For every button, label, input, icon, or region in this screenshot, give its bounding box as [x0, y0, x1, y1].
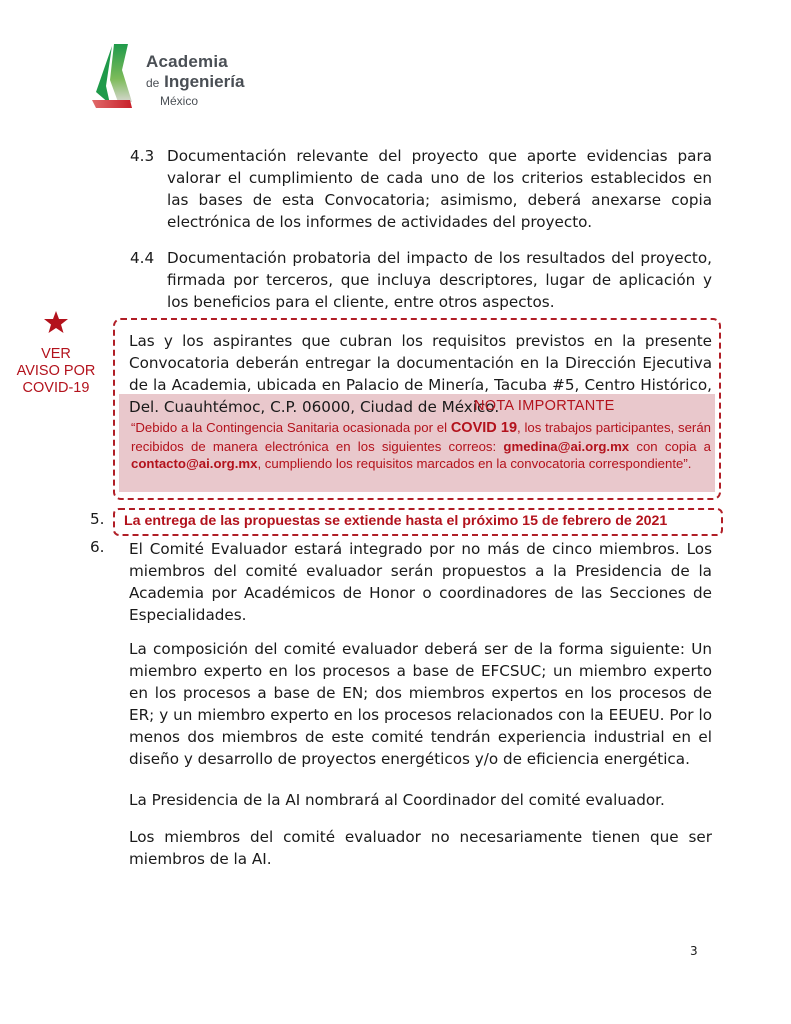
academia-logo-text: [146, 52, 244, 109]
email-gmedina[interactable]: gmedina@ai.org.mx: [503, 438, 630, 454]
logo-line-ingenieria: [146, 72, 244, 93]
nota-text-part4: , cumpliendo los requisitos marcados en la convocatoria correspondiente”.: [257, 456, 692, 471]
committee-paragraph-1: El Comité Evaluador estará integrado por no más de cinco miembros. Los miembros del comité evaluador serán propuestos a la Presidencia de la Academia por Académicos de Honor o coordinadores de las Secciones de Especialidades.: [129, 540, 712, 624]
academia-logo-mark-icon: [88, 40, 144, 112]
item-4-4-number: 4.4: [130, 249, 155, 267]
item-5-number: 5.: [90, 510, 105, 528]
nota-text-part3: con copia a: [629, 438, 711, 454]
item-6-number: 6.: [90, 538, 105, 556]
email-contacto[interactable]: contacto@ai.org.mx: [131, 456, 258, 471]
covid-side-label-line3: COVID-19: [22, 380, 90, 396]
item-4-4-text: Documentación probatoria del impacto de los resultados del proyecto, firmada por terceros, que incluya descriptores, lugar de aplicación y los beneficios para el cliente, entre otros aspectos.: [167, 249, 712, 311]
logo-line-academia: Academia: [146, 52, 228, 71]
deadline-extension-text: La entrega de las propuestas se extiende hasta el próximo 15 de febrero de 2021: [124, 513, 668, 529]
logo-word-de: de: [146, 76, 160, 90]
logo-line-mexico: México: [160, 94, 199, 108]
star-icon: [43, 310, 69, 334]
item-4-3-text: Documentación relevante del proyecto que aporte evidencias para valorar el cumplimiento de cada uno de los criterios establecidos en las bases de esta Convocatoria; asimismo, deberá anexarse copia electrónica de los informes de actividades del proyecto.: [167, 147, 712, 231]
committee-paragraph-2: La composición del comité evaluador deberá ser de la forma siguiente: Un miembro experto en los procesos a base de EFCSUC; un miembro experto en los procesos a base de EN; dos miembros expertos en los procesos de ER; y un miembro experto en los procesos relacionados con la EEUEU. Por lo menos dos miembros de este comité tendrán experiencia industrial en el diseño y desarrollo de proyectos energéticos y/o de eficiencia energética.: [129, 640, 712, 768]
nota-text-part1: “Debido a la Contingencia Sanitaria ocasionada por el: [131, 420, 451, 435]
covid-side-label-line2: AVISO POR: [16, 363, 96, 379]
committee-paragraph-4: Los miembros del comité evaluador no necesariamente tienen que ser miembros de la AI.: [129, 828, 712, 868]
page-number: 3: [690, 944, 698, 958]
committee-paragraph-3: La Presidencia de la AI nombrará al Coordinador del comité evaluador.: [129, 791, 665, 809]
covid-side-label: [14, 346, 98, 397]
nota-text-part2: , los trabajos participantes, serán recibidos de manera electrónica en los siguientes correos:: [131, 420, 711, 454]
logo-word-ingenieria: Ingeniería: [164, 72, 245, 91]
covid-side-label-line1: VER: [41, 346, 71, 362]
item-4-3-number: 4.3: [130, 147, 155, 165]
academia-logo: [88, 40, 268, 120]
nota-importante-title: NOTA IMPORTANTE: [474, 398, 615, 414]
nota-importante-text: [131, 419, 711, 473]
nota-covid-label: COVID 19: [450, 420, 518, 436]
delivery-instructions-paragraph: Las y los aspirantes que cubran los requisitos previstos en la presente Convocatoria deberán entregar la documentación en la Dirección Ejecutiva de la Academia, ubicada en Palacio de Minería, Tacuba #5, Centro Histórico, Del. Cuauhtémoc, C.P. 06000, Ciudad de México.: [129, 332, 712, 416]
